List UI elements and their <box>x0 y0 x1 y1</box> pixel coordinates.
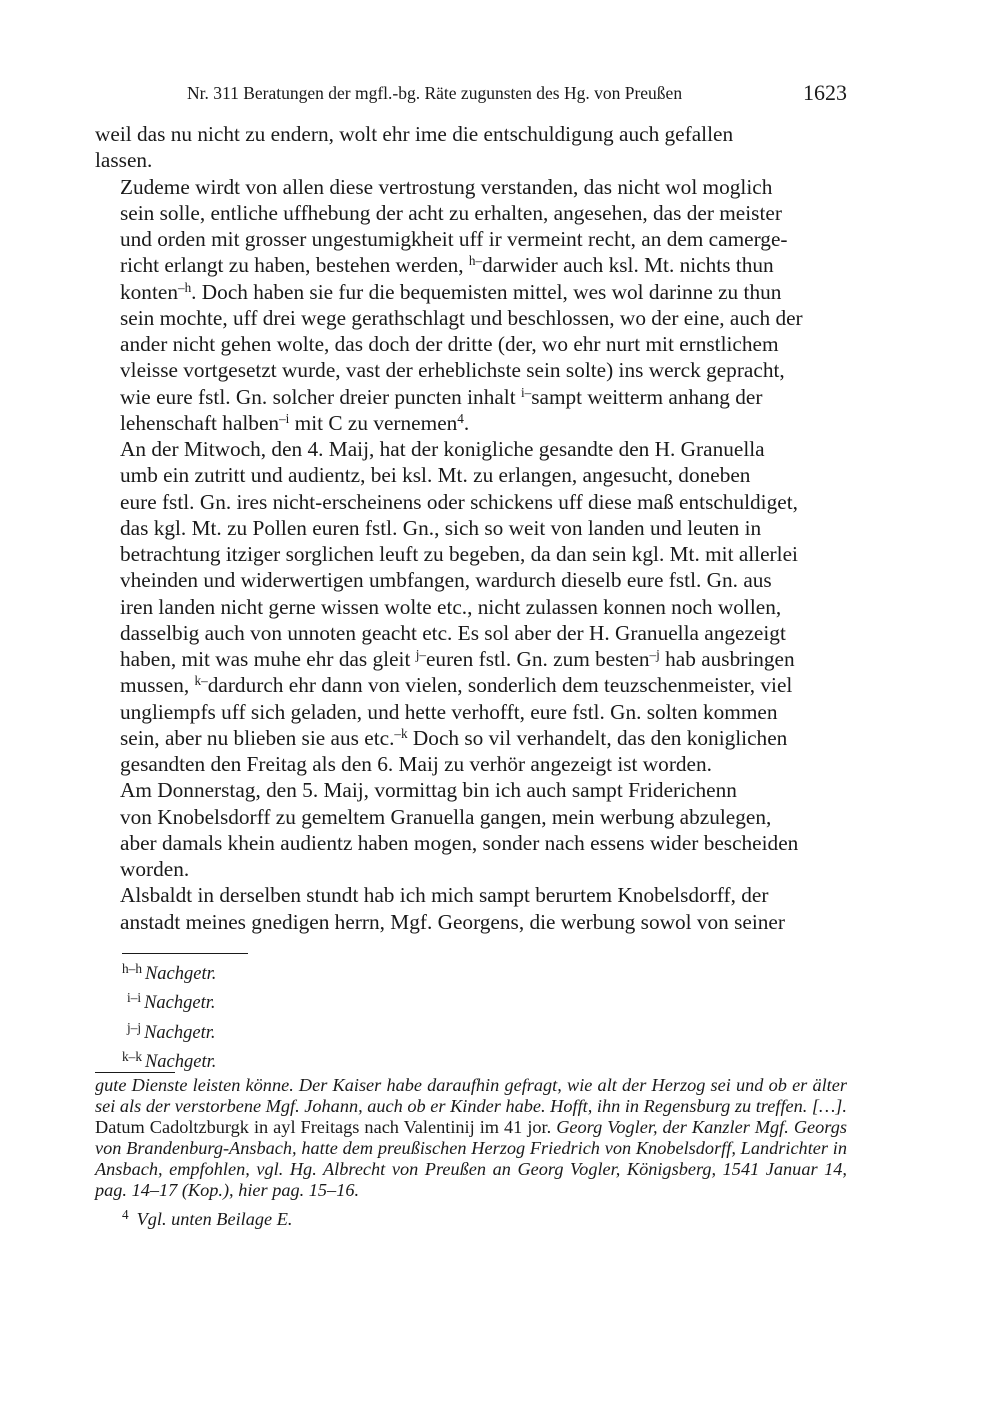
apparatus-note-text: Nachgetr. <box>144 993 216 1014</box>
text-line-row <box>95 200 847 226</box>
text-line-row <box>95 384 847 410</box>
apparatus-divider <box>122 953 248 954</box>
text-line: vheinden und widerwertigen umbfangen, wardurch dieselb eure fstl. Gn. aus <box>120 568 772 593</box>
footnote-number: 4 <box>122 1207 129 1222</box>
text-line: Doch so vil verhandelt, das den koniglichen <box>407 725 788 750</box>
text-line-row <box>95 357 847 383</box>
text-line: aber damals khein audientz haben mogen, sonder nach essens wider bescheiden <box>120 830 799 855</box>
text-line: von Knobelsdorff zu gemeltem Granuella gangen, mein werbung abzulegen, <box>120 804 772 829</box>
text-line-row <box>95 751 847 777</box>
text-line-row <box>95 830 847 856</box>
text-line-row <box>95 252 847 278</box>
apparatus-mark: i– <box>520 384 532 400</box>
footnote-text: Datum Cadoltzburgk in ayl Freitags nach Valentinij im 41 jor. <box>95 1117 557 1137</box>
footnote-divider <box>95 1072 175 1073</box>
text-line-row <box>95 121 847 147</box>
text-line: mit C zu vernemen <box>289 410 458 435</box>
text-line-row <box>95 541 847 567</box>
text-line: und orden mit grosser ungestumigkheit uff ir vermeint recht, an dem camerge- <box>120 227 788 251</box>
footnote-ref[interactable]: 4 <box>457 410 464 426</box>
apparatus-note-text: Nachgetr. <box>144 1022 216 1043</box>
text-line: mussen, <box>120 673 195 698</box>
apparatus-mark: –j <box>649 646 660 662</box>
apparatus-mark: h– <box>468 253 483 268</box>
text-line: eure fstl. Gn. ires nicht-erscheinens oder schickens uff diese maß entschuldiget, <box>120 489 798 514</box>
running-header <box>95 80 847 110</box>
apparatus-note-text: Nachgetr. <box>144 1052 217 1073</box>
paragraph-1 <box>95 121 847 174</box>
footnote-text: gute Dienste leisten könne. Der Kaiser habe daraufhin gefragt, wie alt der Herzog sei und ob er älter sei als der verstorbene Mgf. Johann, auch ob er Kinder habe. Hofft, ihn in Regensburg zu treffen. […]. <box>95 1075 847 1116</box>
apparatus-note-text: Nachgetr. <box>144 963 217 984</box>
text-line-row <box>95 725 847 751</box>
text-line: Am Donnerstag, den 5. Maij, vormittag bin ich auch sampt Friderichenn <box>120 778 737 803</box>
paragraph-2 <box>95 174 847 437</box>
text-line: sein solle, entliche uffhebung der acht zu erhalten, angesehen, das der meister <box>120 200 782 225</box>
text-line: das kgl. Mt. zu Pollen euren fstl. Gn., sich so weit von landen und leuten in <box>120 515 762 540</box>
paragraph-4 <box>95 777 847 882</box>
text-line: worden. <box>120 857 190 881</box>
apparatus-mark: –k <box>394 725 408 741</box>
paragraph-5 <box>95 882 847 935</box>
apparatus-mark: –i <box>279 410 290 426</box>
apparatus-mark: –h <box>177 279 192 295</box>
running-title: Nr. 311 Beratungen der mgfl.-bg. Räte zugunsten des Hg. von Preußen <box>187 83 683 103</box>
apparatus-note <box>122 957 216 986</box>
text-line: ungliempfs uff sich geladen, und hette verhofft, eure fstl. Gn. solten kommen <box>120 699 778 724</box>
apparatus-note-mark: j–j <box>127 1019 142 1035</box>
textual-apparatus <box>122 957 216 1075</box>
text-line-row <box>95 147 847 173</box>
text-line-row <box>95 672 847 698</box>
footnotes <box>95 1075 847 1230</box>
text-line: lehenschaft halben <box>120 410 280 435</box>
text-line-row <box>95 226 847 252</box>
apparatus-note-mark: k–k <box>122 1049 142 1065</box>
text-line: gesandten den Freitag als den 6. Maij zu verhör angezeigt ist worden. <box>120 752 712 776</box>
text-line-row <box>95 462 847 488</box>
text-line: An der Mitwoch, den 4. Maij, hat der konigliche gesandte den H. Granuella <box>120 437 765 461</box>
apparatus-mark: k– <box>194 673 208 688</box>
text-line: iren landen nicht gerne wissen wolte etc., nicht zulassen konnen noch wollen, <box>120 594 782 619</box>
text-line: betrachtung itziger sorglichen leuft zu begeben, da dan sein kgl. Mt. mit allerlei <box>120 542 798 566</box>
text-line: lassen. <box>95 148 153 173</box>
text-line: konten <box>120 279 178 304</box>
apparatus-mark: j– <box>415 646 426 662</box>
apparatus-note-mark: i–i <box>127 990 142 1006</box>
text-line: hab ausbringen <box>659 647 795 671</box>
text-line-row <box>95 489 847 515</box>
text-line: euren fstl. Gn. zum besten <box>425 647 650 671</box>
page-number: 1623 <box>803 80 847 105</box>
text-line: sampt weitterm anhang der <box>531 384 763 409</box>
text-line-row <box>95 436 847 462</box>
main-text <box>95 121 847 935</box>
apparatus-note <box>122 986 216 1015</box>
text-line: sein mochte, uff drei wege gerathschlagt und beschlossen, wo der eine, auch der <box>120 305 803 330</box>
text-line: . Doch haben sie fur die bequemisten mittel, wes wol darinne zu thun <box>191 279 782 304</box>
text-line: richt erlangt zu haben, bestehen werden, <box>120 253 469 278</box>
apparatus-note <box>122 1045 216 1074</box>
text-line: darwider auch ksl. Mt. nichts thun <box>482 253 774 278</box>
text-line-row <box>95 620 847 646</box>
text-line: haben, mit was muhe ehr das gleit <box>120 647 416 671</box>
text-line-row <box>95 804 847 830</box>
text-line-row <box>95 594 847 620</box>
apparatus-note-mark: h–h <box>122 961 142 976</box>
text-line: . <box>463 410 470 435</box>
text-line: umb ein zutritt und audientz, bei ksl. Mt. zu erlangen, angesucht, doneben <box>120 463 751 488</box>
apparatus-note <box>122 1016 216 1045</box>
text-line-row <box>95 305 847 331</box>
text-line: weil das nu nicht zu endern, wolt ehr ime die entschuldigung auch gefallen <box>95 122 734 146</box>
text-line-row <box>95 279 847 305</box>
footnote-4 <box>95 1204 847 1230</box>
text-line-row <box>95 909 847 935</box>
text-line: sein, aber nu blieben sie aus etc. <box>120 725 395 750</box>
text-line: vleisse vortgesetzt wurde, vast der erheblichste sein solte) ins werck gepracht, <box>120 358 785 383</box>
text-line-row <box>95 567 847 593</box>
text-line-row <box>95 410 847 436</box>
footnote-text: Georg Vogler, der Kanzler Mgf. Georgs von Brandenburg-Ansbach, hatte dem preußischen Herzog Friedrich von Knobelsdorff, Landrichter in Ansbach, empfohlen, vgl. Hg. Albrecht von Preußen an Georg Vogler, Königsberg, 1541 Januar 14, pag. 14–17 (Kop.), hier pag. 15–16. <box>95 1117 847 1200</box>
footnote-text: Vgl. unten Beilage E. <box>136 1208 293 1229</box>
text-line-row <box>95 699 847 725</box>
text-line: anstadt meines gnedigen herrn, Mgf. Georgens, die werbung sowol von seiner <box>120 909 785 934</box>
text-line: Alsbaldt in derselben stundt hab ich mich sampt berurtem Knobelsdorff, der <box>120 883 769 908</box>
text-line: ander nicht gehen wolte, das doch der dritte (der, wo ehr nurt mit ernstlichem <box>120 332 779 356</box>
footnote-continued <box>95 1075 847 1201</box>
text-line-row <box>95 515 847 541</box>
text-line: dasselbig auch von unnoten geacht etc. Es sol aber der H. Granuella angezeigt <box>120 620 786 645</box>
text-line-row <box>95 856 847 882</box>
text-line: dardurch ehr dann von vielen, sonderlich dem teuzschenmeister, viel <box>207 673 793 698</box>
paragraph-3 <box>95 436 847 777</box>
text-line-row <box>95 174 847 200</box>
text-line: wie eure fstl. Gn. solcher dreier puncten inhalt <box>120 384 521 409</box>
text-line-row <box>95 777 847 803</box>
text-line: Zudeme wirdt von allen diese vertrostung verstanden, das nicht wol moglich <box>120 174 773 199</box>
text-line-row <box>95 646 847 672</box>
text-line-row <box>95 331 847 357</box>
text-line-row <box>95 882 847 908</box>
